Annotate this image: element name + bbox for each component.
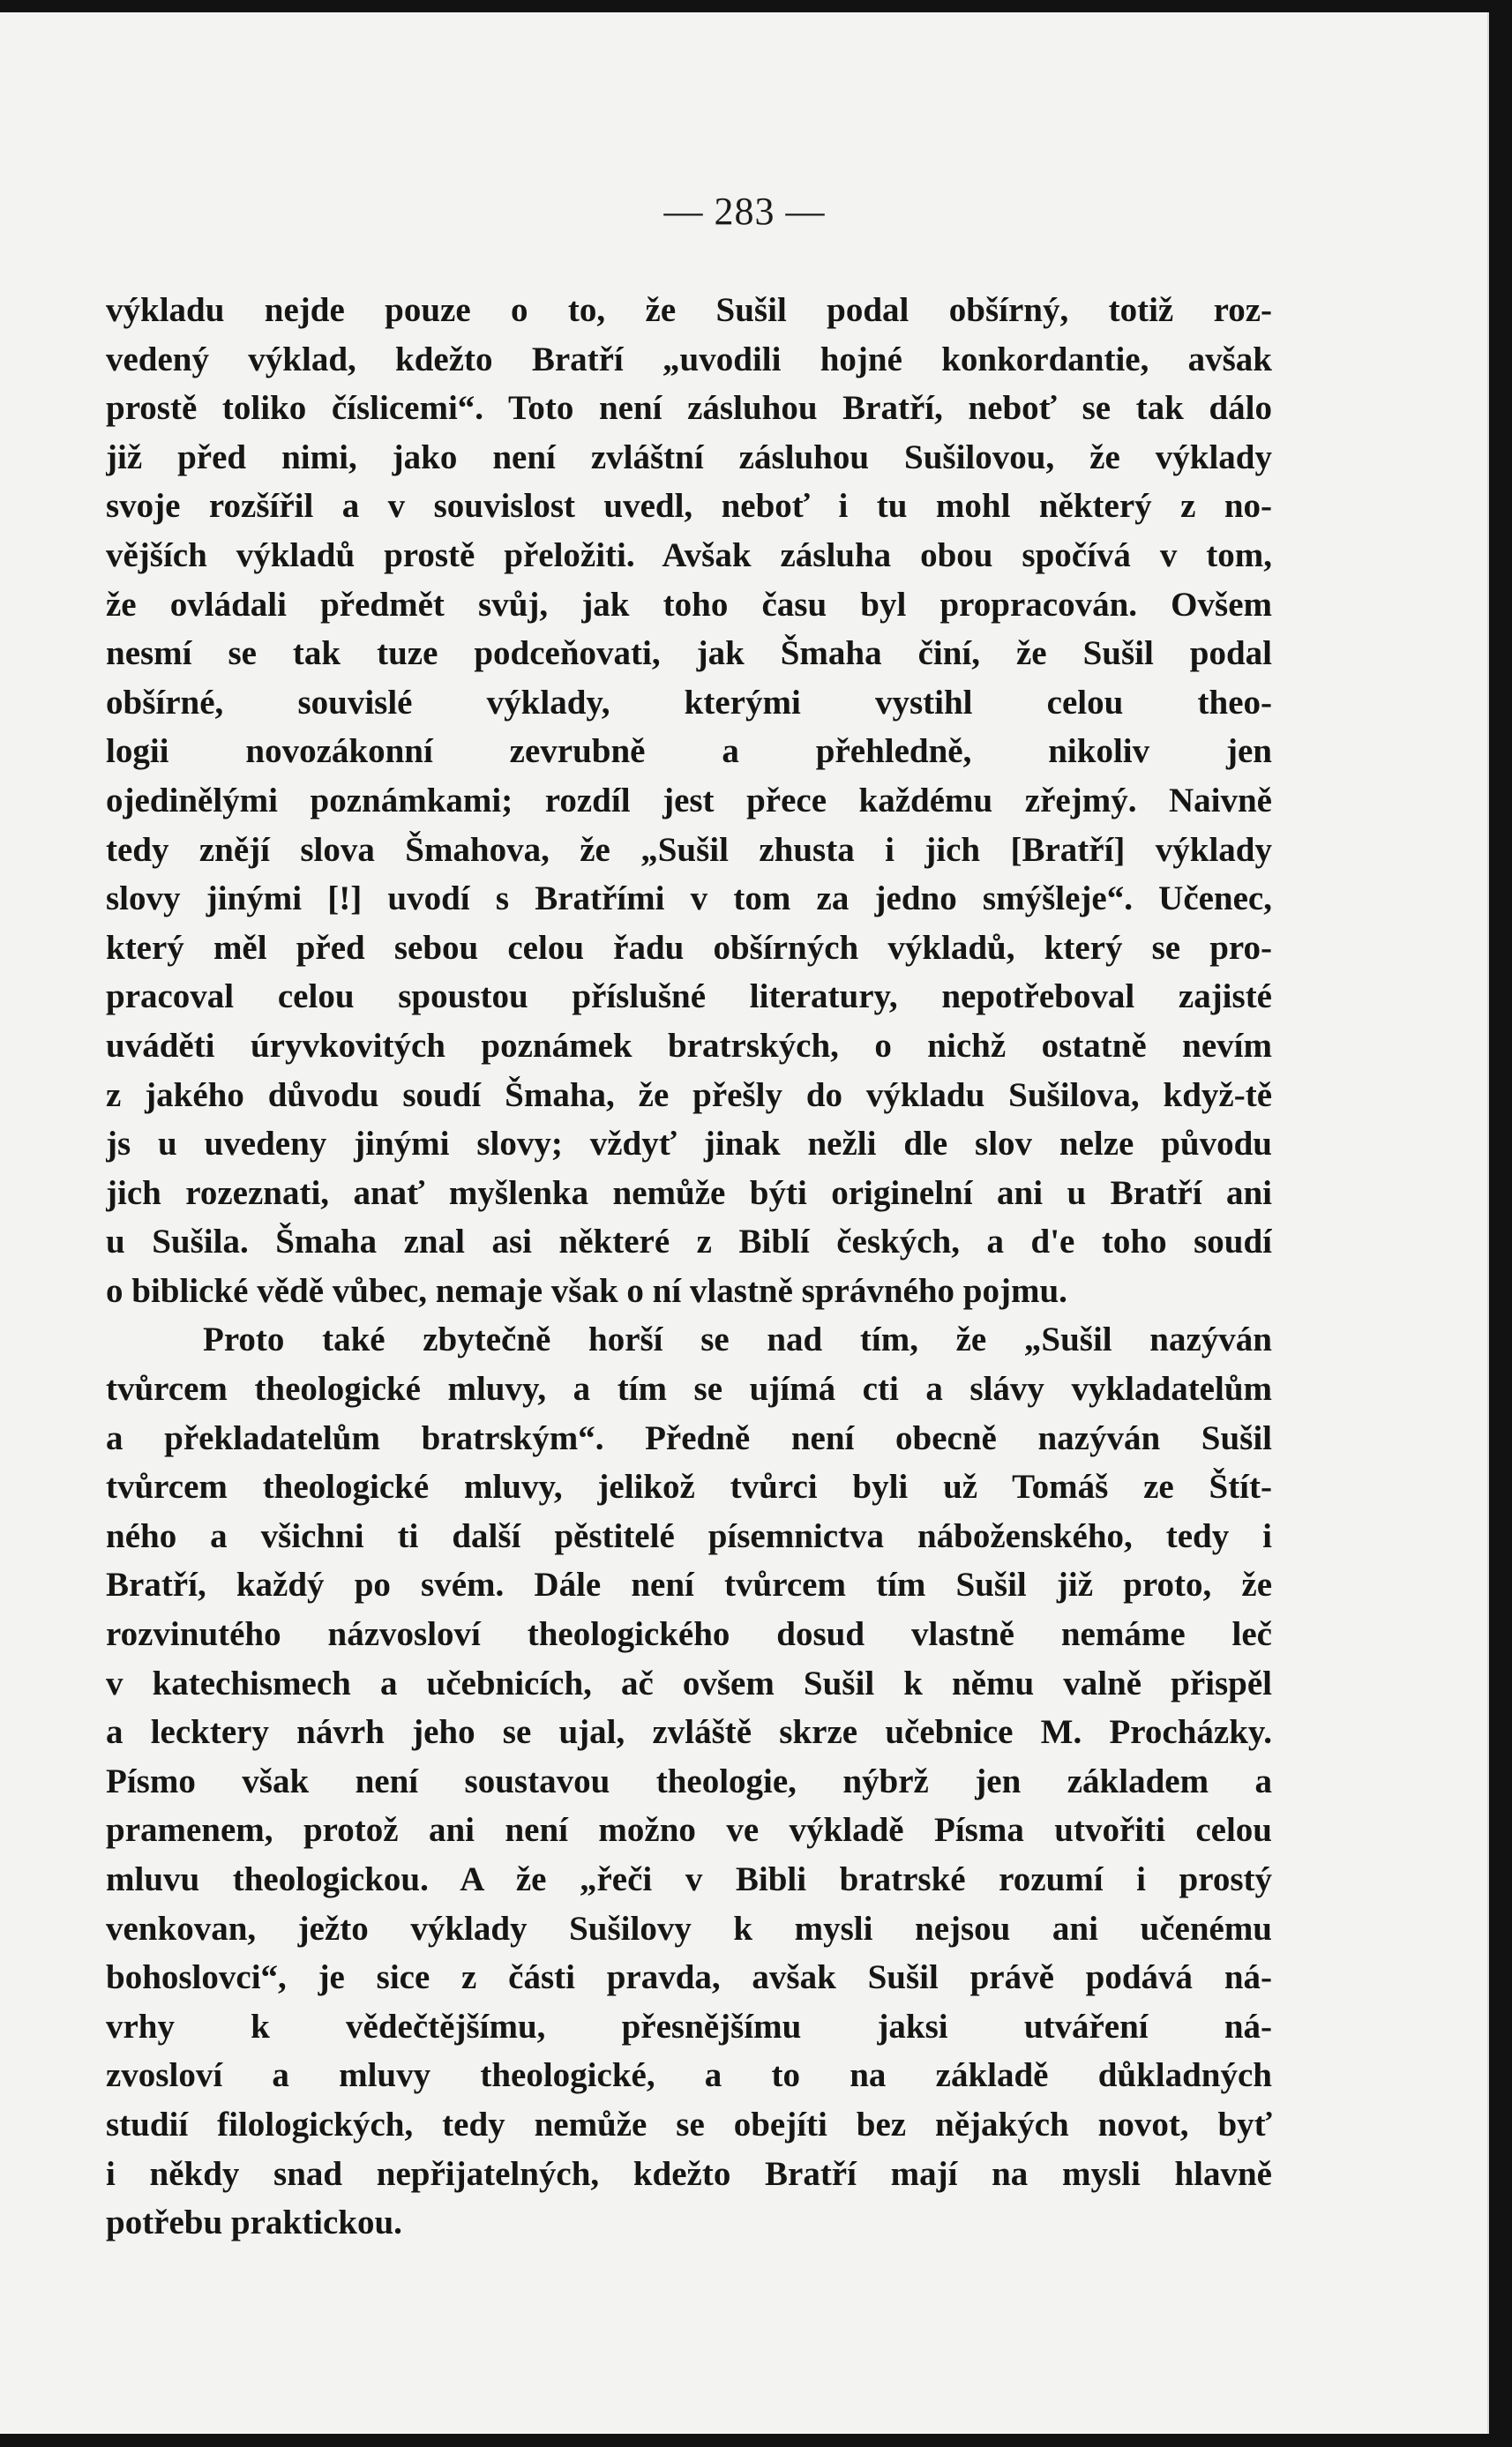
text-line: js u uvedeny jinými slovy; vždyť jinak nežli dle slov nelze původu [106, 1125, 1272, 1164]
text-line: potřebu praktickou. [106, 2204, 402, 2242]
page-number: — 283 — [663, 190, 826, 233]
text-line: již před nimi, jako není zvláštní zásluhou Sušilovou, že výklady [106, 438, 1272, 476]
text-line: pracoval celou spoustou příslušné literatury, nepotřeboval zajisté [106, 977, 1272, 1016]
text-line: tedy znějí slova Šmahova, že „Sušil zhusta i jich [Bratří] výklady [106, 830, 1272, 869]
text-line: uváděti úryvkovitých poznámek bratrských, o nichž ostatně nevím [106, 1026, 1272, 1065]
text-line: obšírné, souvislé výklady, kterými vystihl celou theo- [106, 683, 1272, 722]
body-text [106, 286, 1272, 2248]
text-line: výkladu nejde pouze o to, že Sušil podal obšírný, totiž roz- [106, 291, 1272, 329]
text-line: mluvu theologickou. A že „řeči v Bibli bratrské rozumí i prostý [106, 1860, 1272, 1898]
text-line: slovy jinými [!] uvodí s Bratřími v tom za jedno smýšleje“. Učenec, [106, 879, 1272, 918]
text-line: z jakého důvodu soudí Šmaha, že přešly do výkladu Sušilova, když-tě [106, 1075, 1272, 1114]
text-line: pramenem, protož ani není možno ve výkladě Písma utvořiti celou [106, 1811, 1272, 1850]
text-line: vedený výklad, kdežto Bratří „uvodili hojné konkordantie, avšak [106, 340, 1272, 378]
text-line: Proto také zbytečně horší se nad tím, že „Sušil nazýván [203, 1321, 1272, 1359]
text-line: logii novozákonní zevrubně a přehledně, nikoliv jen [106, 732, 1272, 771]
text-line: prostě toliko číslicemi“. Toto není zásluhou Bratří, neboť se tak dálo [106, 389, 1272, 428]
text-line: rozvinutého názvosloví theologického dosud vlastně nemáme leč [106, 1615, 1272, 1654]
text-line: tvůrcem theologické mluvy, jelikož tvůrci byli už Tomáš ze Štít- [106, 1468, 1272, 1507]
text-line: svoje rozšířil a v souvislost uvedl, neboť i tu mohl některý z no- [106, 487, 1272, 526]
text-line: vrhy k vědečtějšímu, přesnějšímu jaksi utváření ná- [106, 2007, 1272, 2046]
text-line: který měl před sebou celou řadu obšírných výkladů, který se pro- [106, 928, 1272, 967]
text-line: studií filologických, tedy nemůže se obejíti bez nějakých novot, byť [106, 2105, 1272, 2144]
scanned-page [0, 12, 1489, 2434]
text-line: venkovan, ježto výklady Sušilovy k mysli nejsou ani učenému [106, 1909, 1272, 1948]
text-line: a lecktery návrh jeho se ujal, zvláště skrze učebnice M. Procházky. [106, 1713, 1272, 1752]
text-line: i někdy snad nepřijatelných, kdežto Bratří mají na mysli hlavně [106, 2154, 1272, 2193]
text-line: jich rozeznati, anať myšlenka nemůže býti originelní ani u Bratří ani [106, 1173, 1272, 1212]
text-line: v katechismech a učebnicích, ač ovšem Sušil k němu valně přispěl [106, 1664, 1272, 1702]
text-line: Bratří, každý po svém. Dále není tvůrcem tím Sušil již proto, že [106, 1566, 1272, 1605]
text-line: vějších výkladů prostě přeložiti. Avšak zásluha obou spočívá v tom, [106, 535, 1272, 574]
text-line: a překladatelům bratrským“. Předně není obecně nazýván Sušil [106, 1418, 1272, 1457]
text-line: u Sušila. Šmaha znal asi některé z Biblí českých, a d'e toho soudí [106, 1223, 1272, 1261]
text-line: o biblické vědě vůbec, nemaje však o ní vlastně správného pojmu. [106, 1271, 1067, 1310]
text-line: bohoslovci“, je sice z části pravda, avšak Sušil právě podává ná- [106, 1958, 1272, 1997]
text-line: ného a všichni ti další pěstitelé písemnictva náboženského, tedy i [106, 1516, 1272, 1555]
text-line: Písmo však není soustavou theologie, nýbrž jen základem a [106, 1762, 1272, 1800]
text-line: tvůrcem theologické mluvy, a tím se ujímá cti a slávy vykladatelům [106, 1370, 1272, 1409]
text-line: ojedinělými poznámkami; rozdíl jest přece každému zřejmý. Naivně [106, 781, 1272, 819]
text-line: že ovládali předmět svůj, jak toho času byl propracován. Ovšem [106, 585, 1272, 624]
text-line: nesmí se tak tuze podceňovati, jak Šmaha činí, že Sušil podal [106, 634, 1272, 673]
text-line: zvosloví a mluvy theologické, a to na základě důkladných [106, 2056, 1272, 2095]
